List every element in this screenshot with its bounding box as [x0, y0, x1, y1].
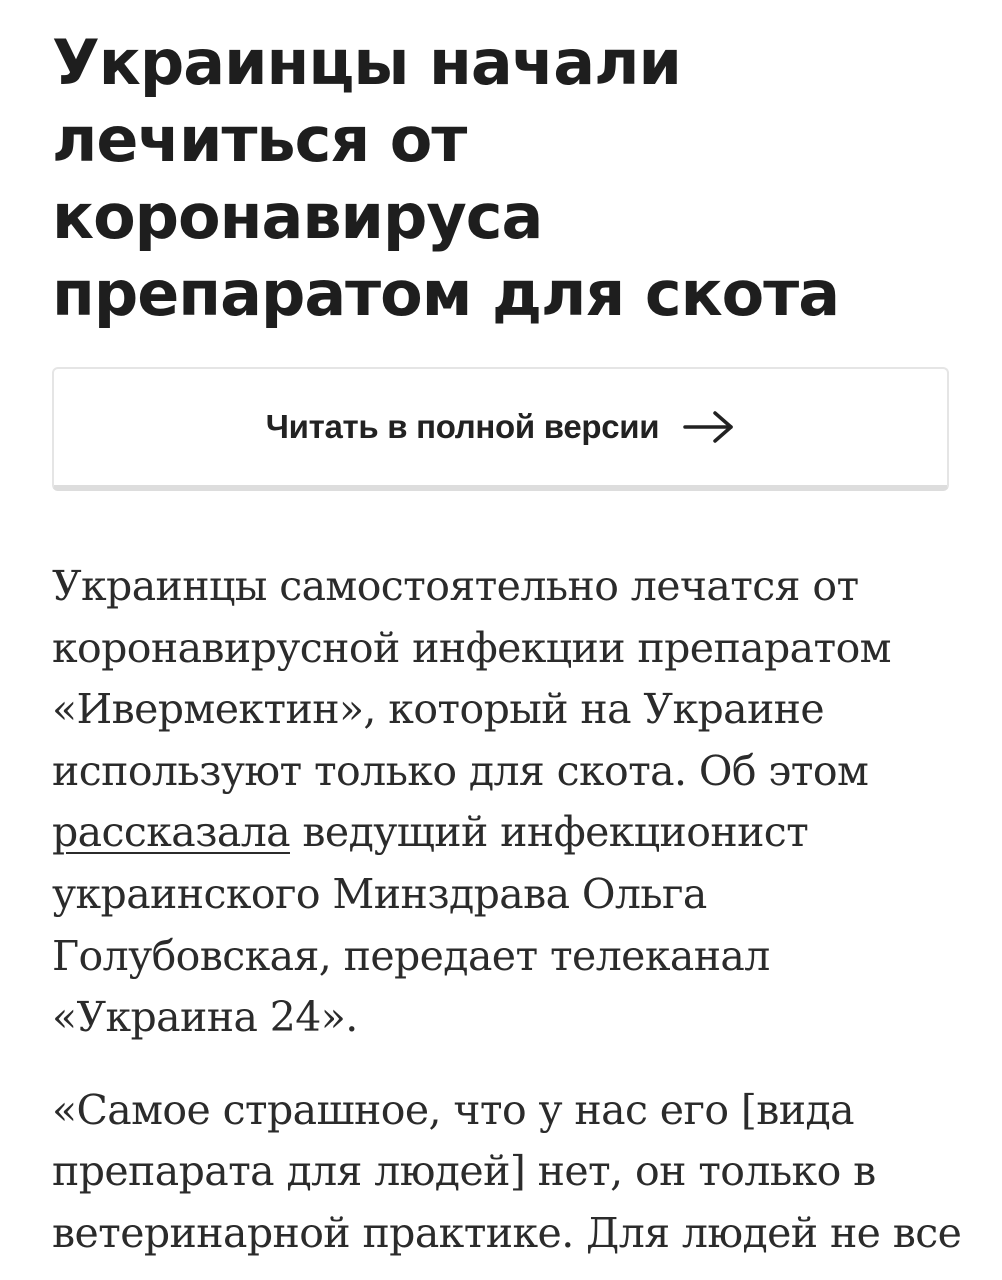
article-title: Украинцы начали лечиться от коронавируса препаратом для скота: [52, 26, 840, 330]
source-link[interactable]: рассказала: [52, 808, 290, 857]
read-full-version-label: Читать в полной версии: [265, 408, 660, 445]
paragraph-text: Украинцы самостоятельно лечатся от коронавирусной инфекции препаратом «Ивермектин», который на Украине используют только для скота. Об этом: [52, 562, 891, 795]
article-body: [52, 556, 967, 1280]
article-paragraph: «Самое страшное, что у нас его [вида препарата для людей] нет, он только в ветеринарной практике. Для людей не все: [52, 1085, 962, 1257]
paragraph-text: ведущий инфекционист украинского Минздрава Ольга Голубовская, передает телеканал «Украина 24».: [52, 808, 809, 1042]
arrow-right-icon: [683, 410, 735, 444]
read-full-version-button[interactable]: [52, 367, 949, 491]
article-paragraph: [52, 556, 967, 1049]
